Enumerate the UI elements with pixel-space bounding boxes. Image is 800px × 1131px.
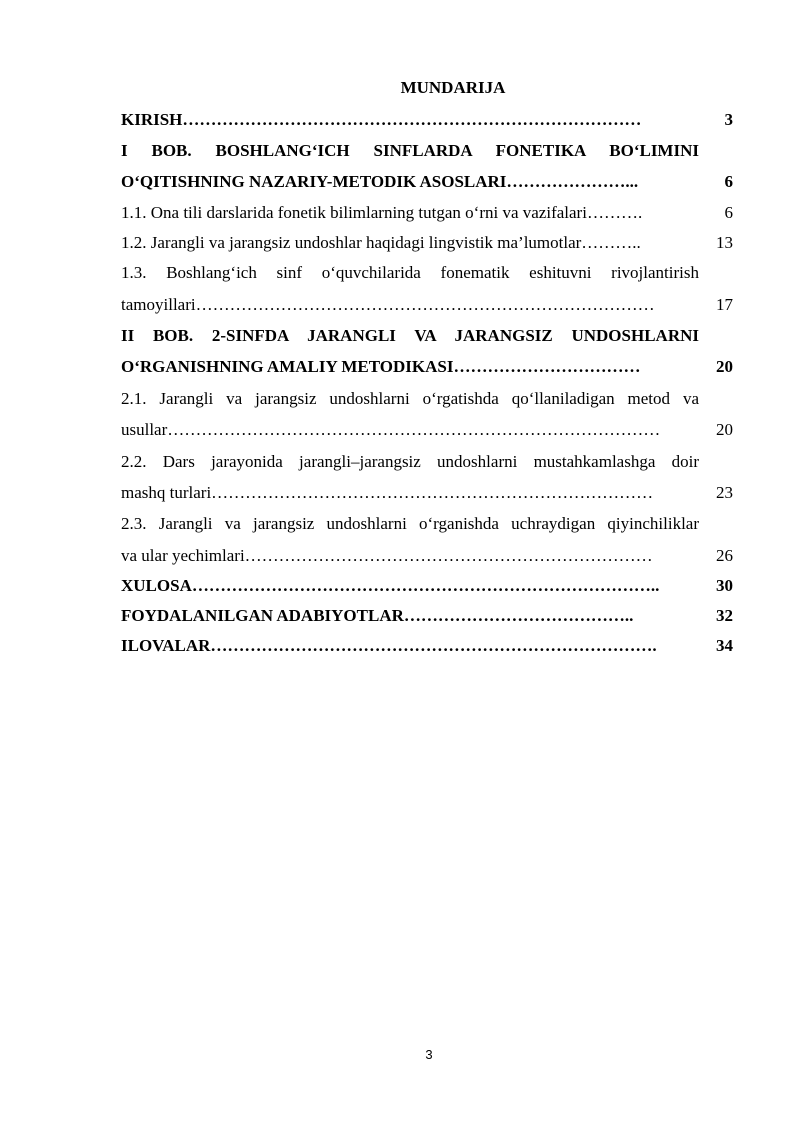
toc-entry-text: II BOB. 2-SINFDA JARANGLI VA JARANGSIZ UNDOSHLARNI <box>121 326 699 345</box>
page-number: 3 <box>425 1047 433 1062</box>
toc-entry-text: XULOSA……………………………………………………………………….. <box>121 576 660 595</box>
toc-entry-text: FOYDALANILGAN ADABIYOTLAR………………………………….. <box>121 606 634 625</box>
toc-entry-text: mashq turlari…………………………………………………………………… <box>121 483 654 502</box>
toc-entry-text: KIRISH……………………………………………………………………… <box>121 110 642 129</box>
toc-entry-text: 1.2. Jarangli va jarangsiz undoshlar haqidagi lingvistik ma’lumotlar……….. <box>121 233 641 252</box>
toc-entry-page: 20 <box>716 420 733 439</box>
toc-entry-page: 6 <box>724 203 733 222</box>
toc-entry-page: 32 <box>716 606 733 625</box>
toc-entry-page: 34 <box>716 636 733 655</box>
toc-entry-text: 2.3. Jarangli va jarangsiz undoshlarni o‘rganishda uchraydigan qiyinchiliklar <box>121 514 699 533</box>
toc-title: MUNDARIJA <box>400 78 506 97</box>
toc-entry-page: 17 <box>716 295 733 314</box>
toc-entry-text: va ular yechimlari……………………………………………………………… <box>121 546 653 565</box>
toc-entry-text: I BOB. BOSHLANG‘ICH SINFLARDA FONETIKA BO‘LIMINI <box>121 141 699 160</box>
toc-entry-text: 1.1. Ona tili darslarida fonetik bilimlarning tutgan o‘rni va vazifalari………. <box>121 203 643 222</box>
toc-entry-page: 23 <box>716 483 733 502</box>
toc-entry-page: 30 <box>716 576 733 595</box>
toc-entry-page: 20 <box>716 357 733 376</box>
toc-entry-text: tamoyillari……………………………………………………………………… <box>121 295 655 314</box>
toc-entry-page: 26 <box>716 546 733 565</box>
toc-entry-text: 2.2. Dars jarayonida jarangli–jarangsiz undoshlarni mustahkamlashga doir <box>121 452 699 471</box>
toc-entry-text: O‘RGANISHNING AMALIY METODIKASI…………………………… <box>121 357 641 376</box>
toc-entry-page: 3 <box>724 110 733 129</box>
toc-entry-page: 13 <box>716 233 733 252</box>
toc-entry-text: usullar…………………………………………………………………………… <box>121 420 661 439</box>
toc-entry-text: ILOVALAR……………………………………………………………………. <box>121 636 657 655</box>
toc-entry-text: O‘QITISHNING NAZARIY-METODIK ASOSLARI…………………... <box>121 172 639 191</box>
toc-entry-page: 6 <box>724 172 733 191</box>
toc-entry-text: 1.3. Boshlang‘ich sinf o‘quvchilarida fonematik eshituvni rivojlantirish <box>121 263 699 282</box>
toc-entry-text: 2.1. Jarangli va jarangsiz undoshlarni o‘rgatishda qo‘llaniladigan metod va <box>121 389 699 408</box>
